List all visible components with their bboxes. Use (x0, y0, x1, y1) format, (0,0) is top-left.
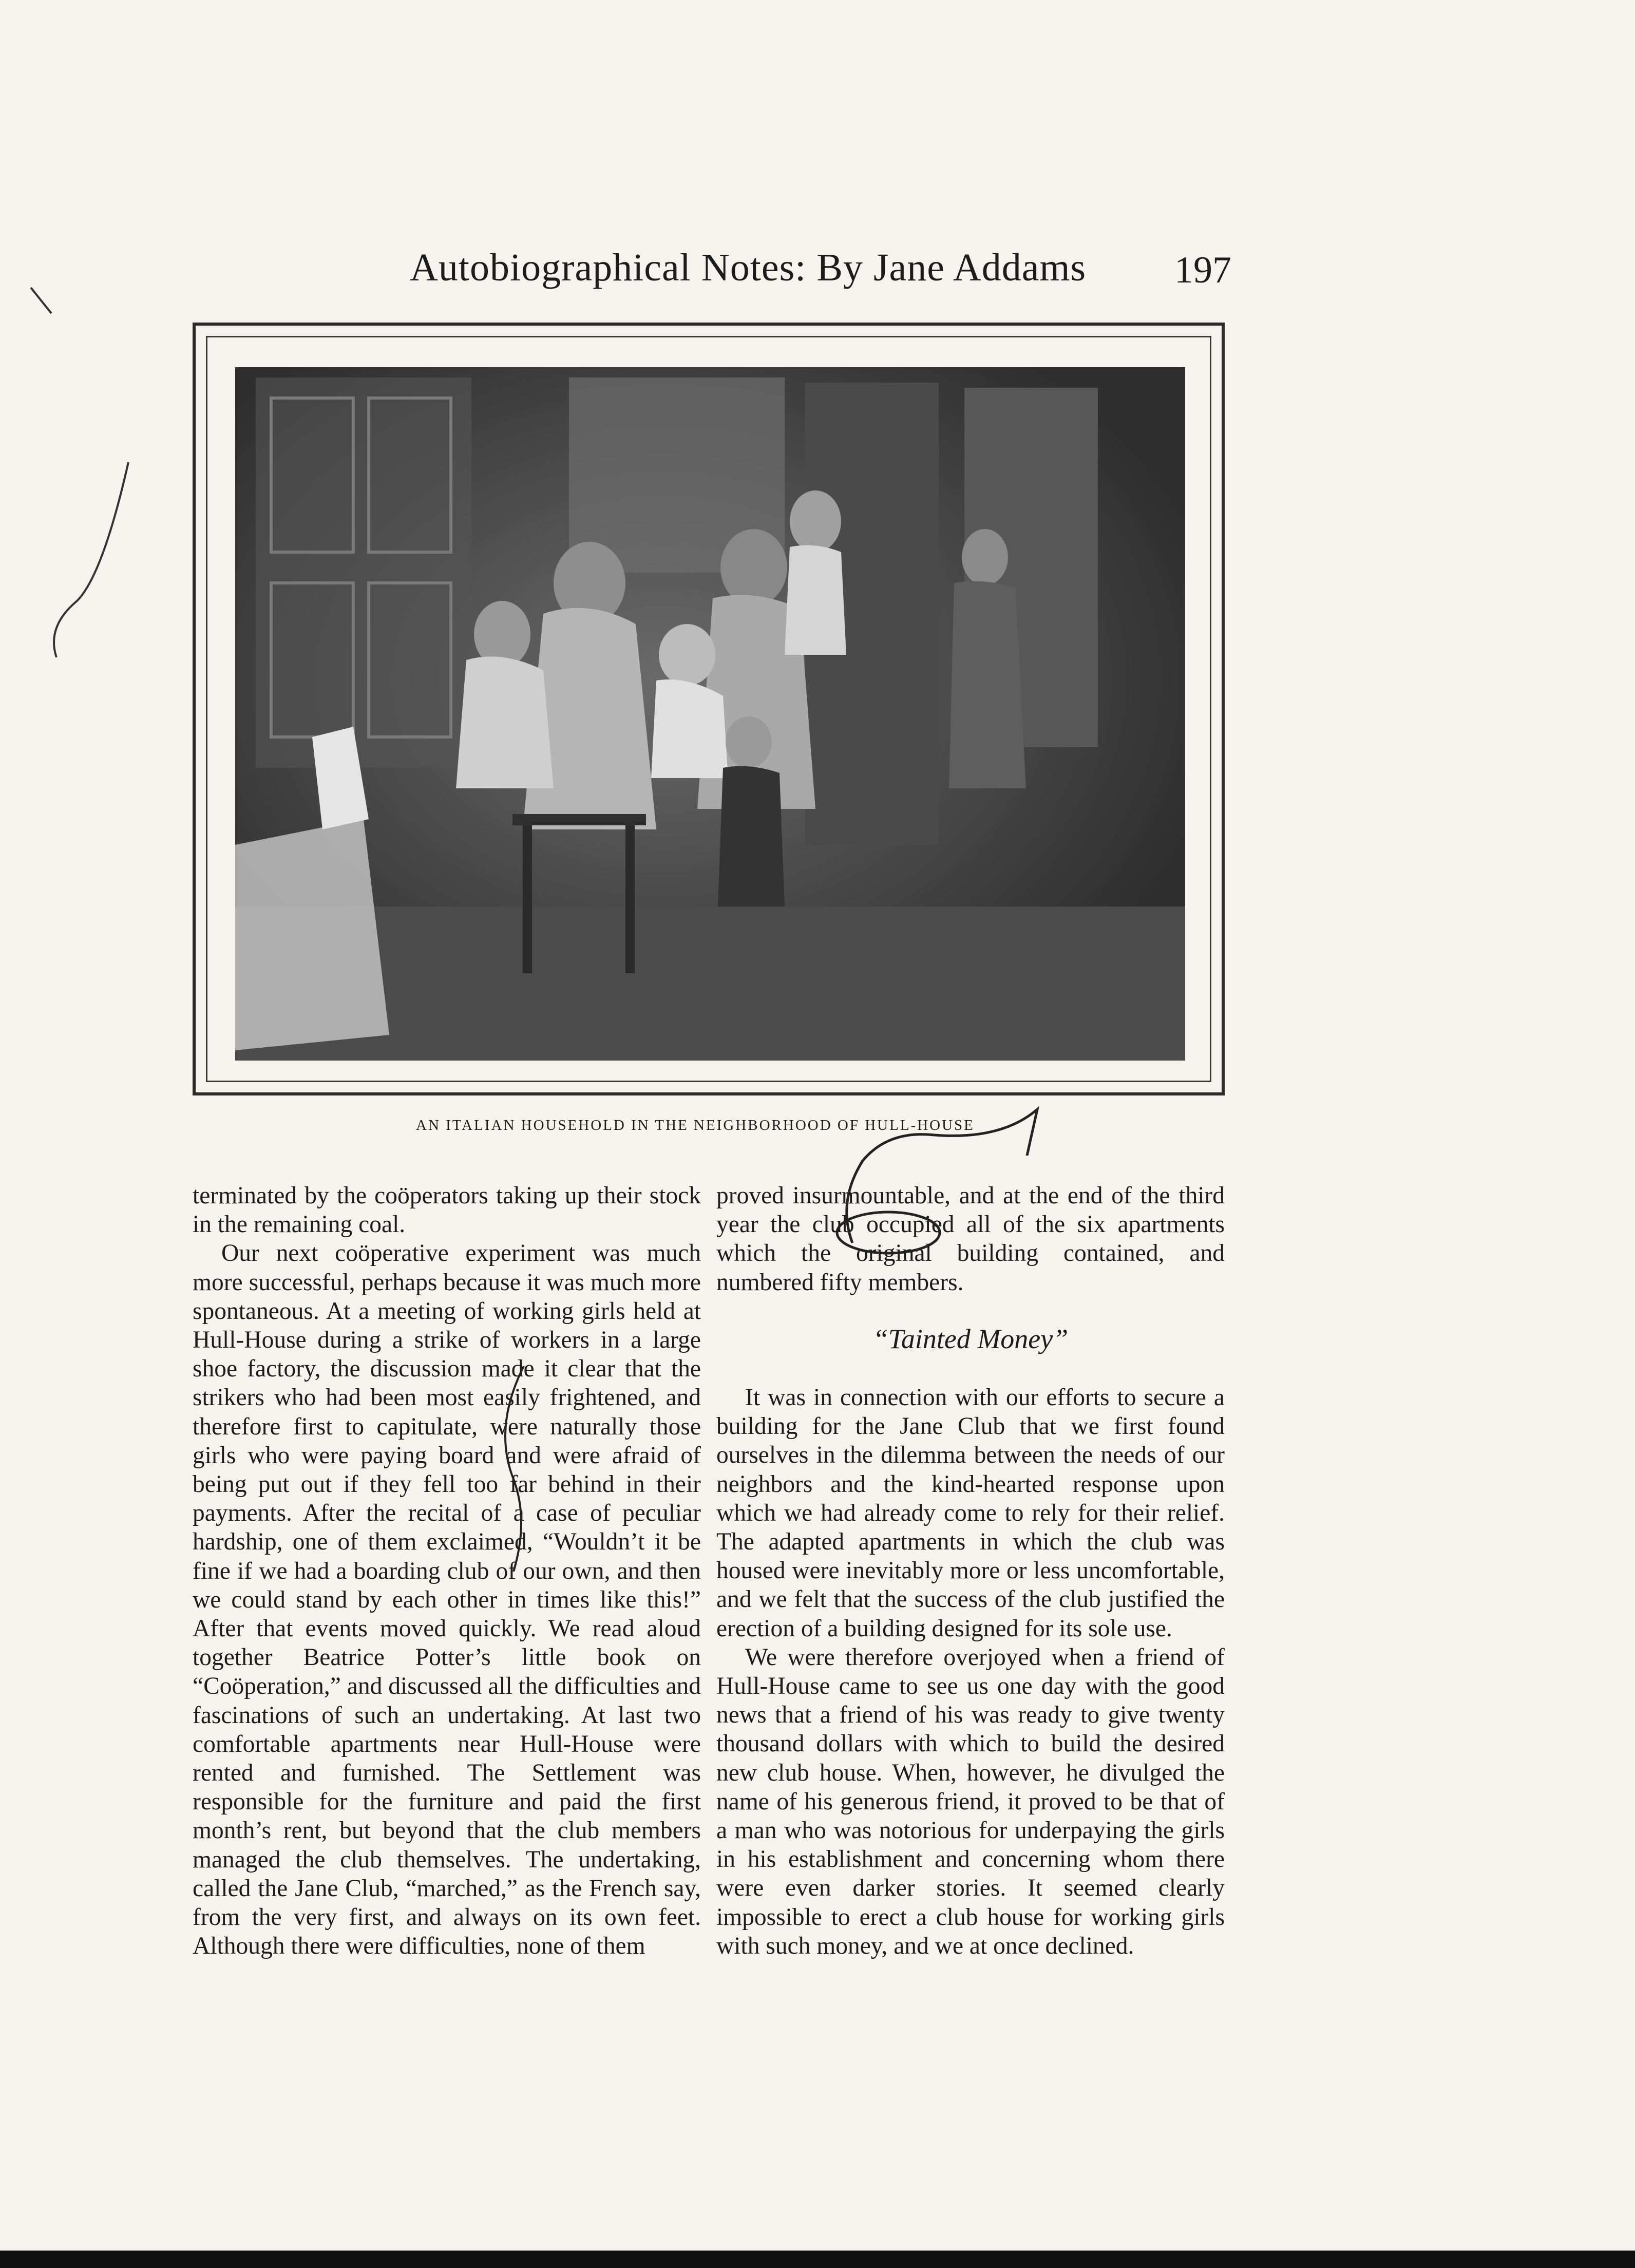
left-text-column (193, 1181, 701, 1960)
right-paragraph-declined-gift: We were therefore overjoyed when a friend of Hull-House came to see us one day with the good news that a friend of his was ready to give twenty thousand dollars with which to build the desired new club house. When, however, he divulged the name of his generous friend, it proved to be that of a man who was notorious for underpaying the girls in his establishment and concerning whom there were even darker stories. It seemed clearly impossible to erect a club house for working girls with such money, and we at once declined. (716, 1643, 1225, 1959)
margin-scratch-mark (0, 267, 164, 678)
right-paragraph-dilemma: It was in connection with our efforts to secure a building for the Jane Club that we first found ourselves in the dilemma between the needs of our neighbors and the kind-hearted response upon which we had already come to rely for their relief. The adapted apartments in which the club was housed were inevitably more or less uncomfortable, and we felt that the success of the club justified the erection of a building designed for its sole use. (716, 1384, 1225, 1642)
running-header (194, 245, 1231, 302)
handwritten-circle-annotation (832, 1099, 1048, 1263)
scan-bottom-border (0, 2251, 1635, 2268)
left-paragraph-continuation: terminated by the coöperators taking up their stock in the remaining coal. (193, 1182, 701, 1238)
household-photograph-illustration (235, 367, 1185, 1061)
section-heading-tainted-money: “Tainted Money” (872, 1323, 1069, 1354)
page-number: 197 (1174, 249, 1231, 291)
left-paragraph-cooperative-experiment: Our next coöperative experiment was much more successful, perhaps because it was much more spontaneous. At a meeting of working girls held at Hull-House during a strike of workers in a large shoe factory, the discussion made it clear that the strikers who had been most easily frightened, and therefore first to capitulate, were naturally those girls who were paying board and were afraid of being put out if they fell too far behind in their payments. After the recital of a case of peculiar hardship, one of them exclaimed, “Wouldn’t it be fine if we had a boarding club of our own, and then we could stand by each other in times like this!” After that events moved quickly. We read aloud together Beatrice Potter’s little book on “Coöperation,” and discussed all the difficulties and fascinations of such an undertaking. At last two comfortable apartments near Hull-House were rented and furnished. The Settlement was responsible for the furniture and paid the first month’s rent, but beyond that the club members managed the club themselves. The undertaking, called the Jane Club, “marched,” as the French say, from the very first, and always on its own feet. Although there were difficulties, none of them (193, 1240, 701, 1960)
handwritten-line-annotation (483, 1366, 539, 1572)
running-header-title: Autobiographical Notes: By Jane Addams (410, 246, 1087, 289)
right-paragraph-continuation: proved insurmountable, and at the end of the third year the club occupied all of the six apartments which the original building contained, and numbered fifty members. (716, 1182, 1225, 1296)
photo-caption: AN ITALIAN HOUSEHOLD IN THE NEIGHBORHOOD OF HULL-HOUSE (416, 1117, 975, 1133)
household-photograph (235, 367, 1185, 1061)
right-text-column (716, 1181, 1225, 1960)
